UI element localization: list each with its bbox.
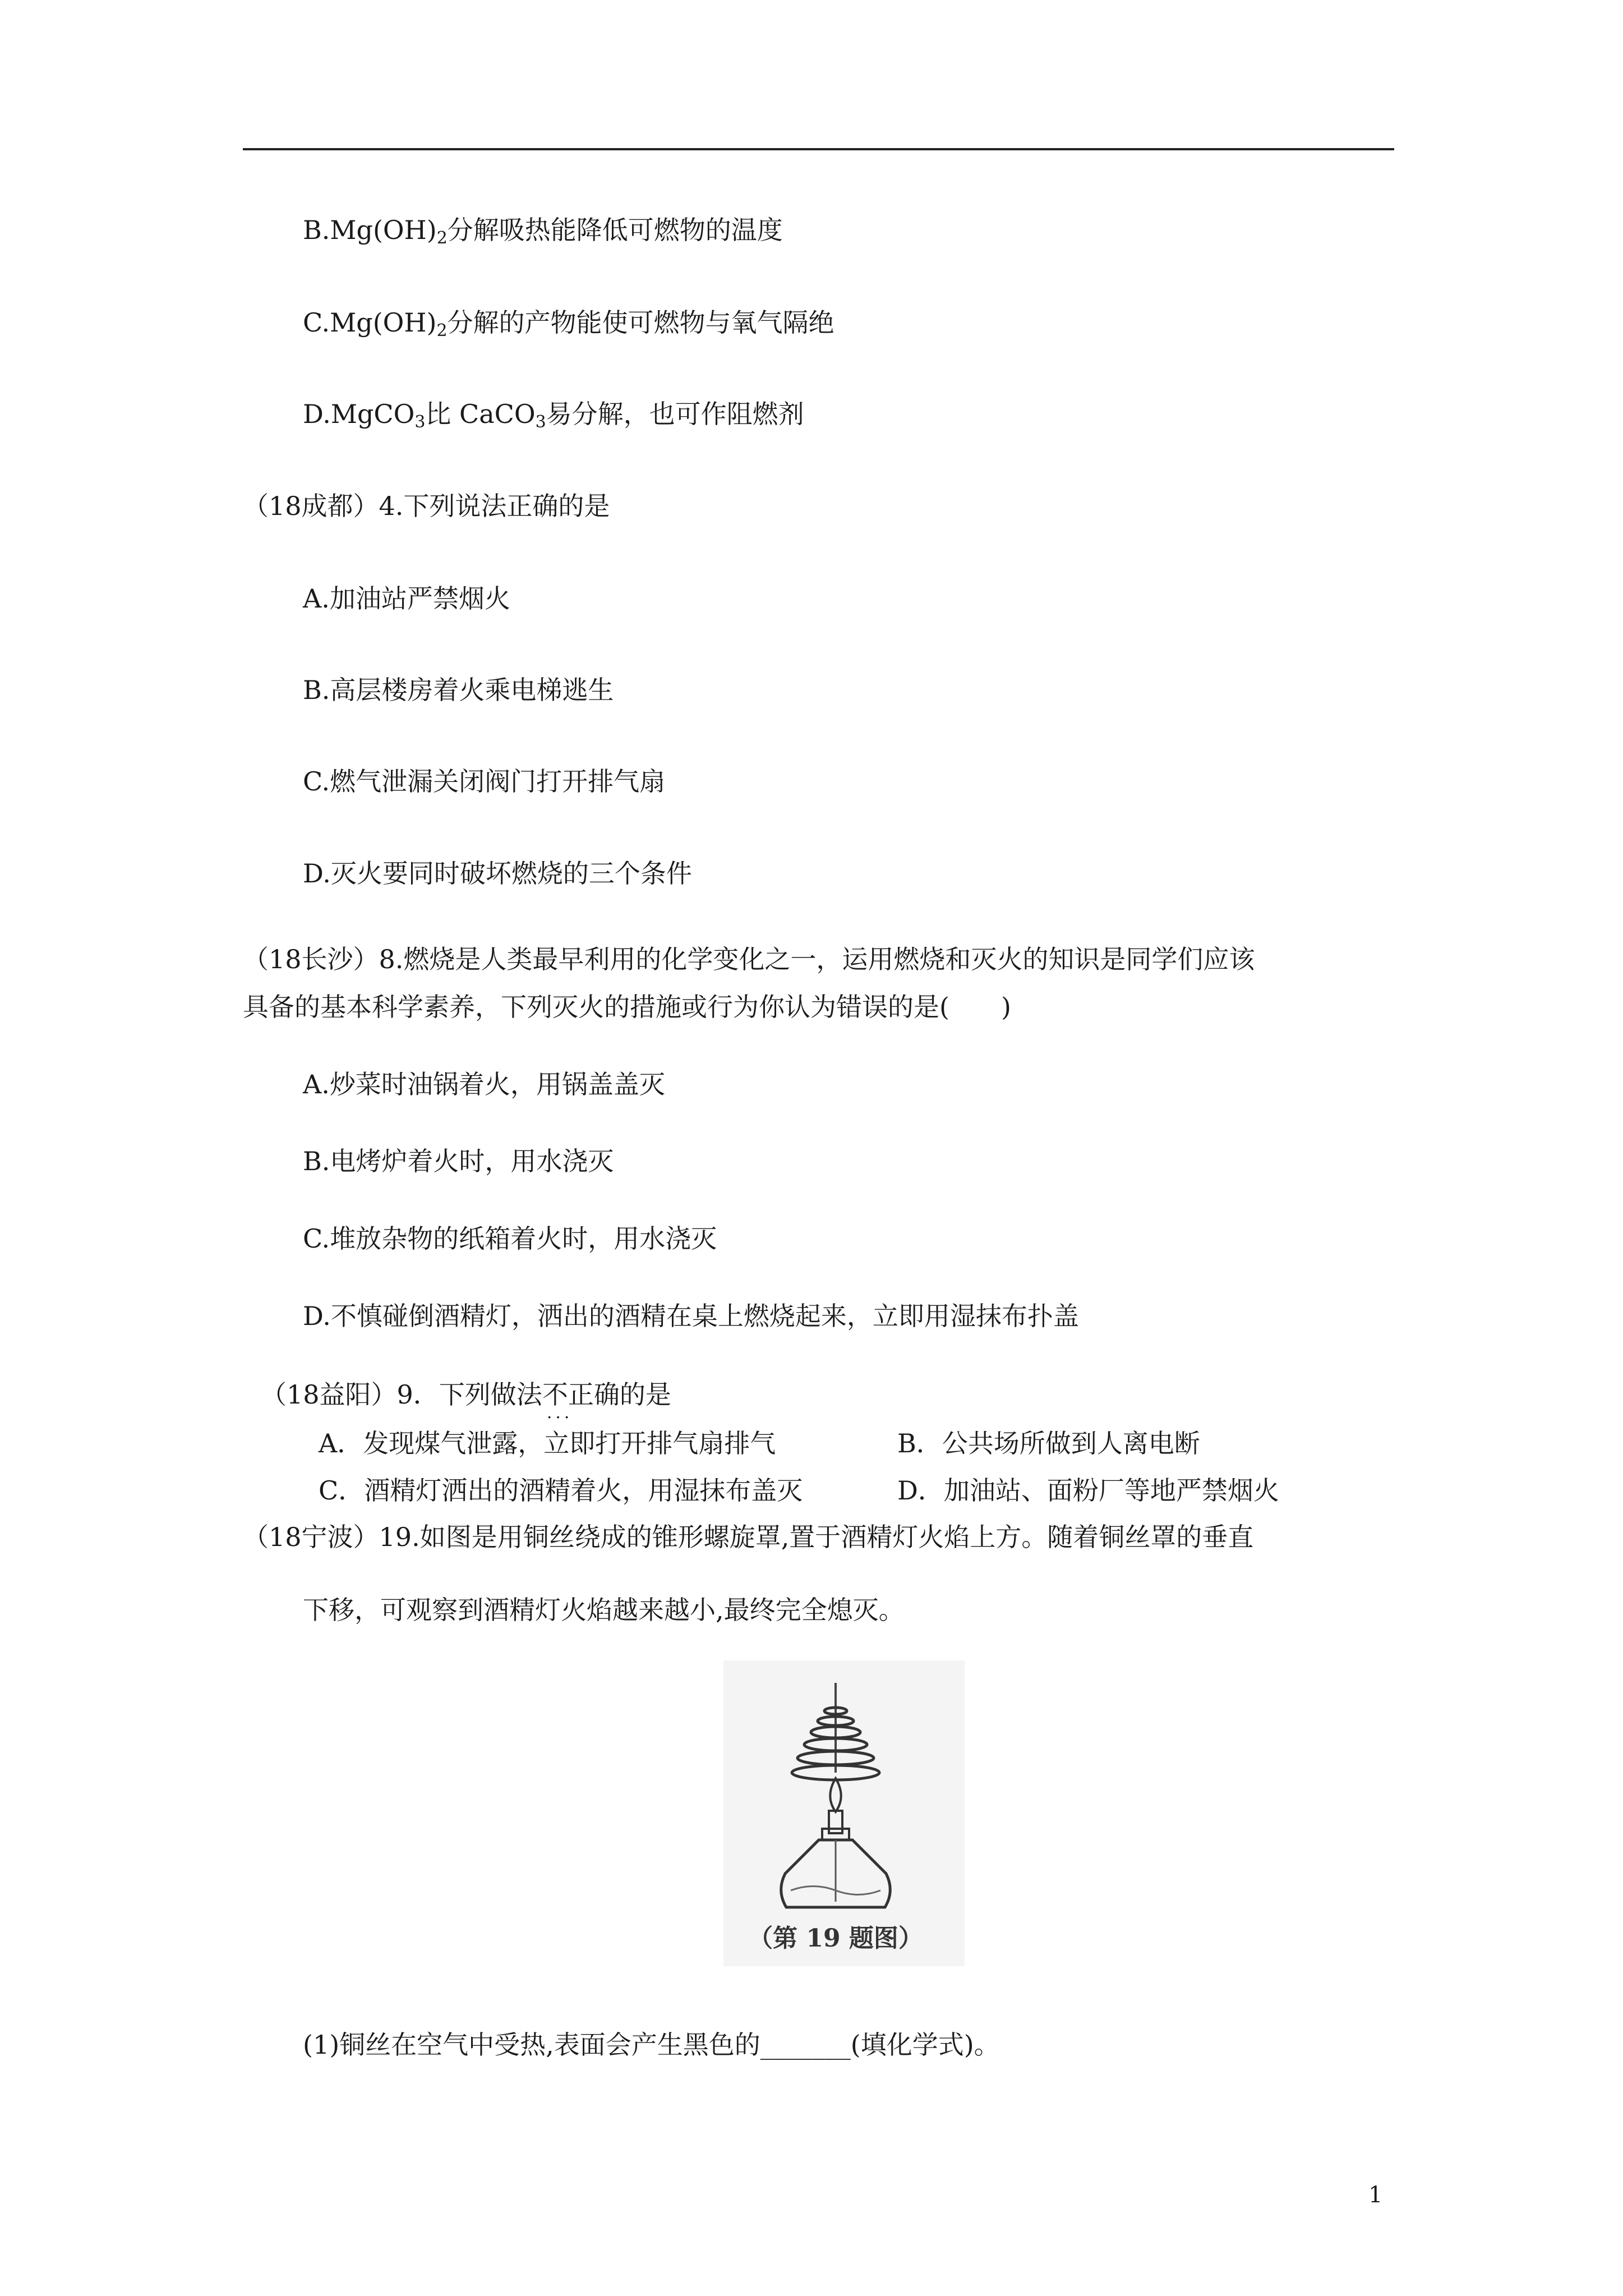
prev-option-b: $B.Mg(OH)_2$分解吸热能降低可燃物的温度 (303, 215, 783, 248)
q4-option-b: B.高层楼房着火乘电梯逃生 (303, 675, 614, 705)
q9-stem: （18益阳）9．下列做法不正确 ···的是 (261, 1378, 671, 1411)
copper-coil-lamp-illustration (723, 1660, 965, 1966)
q19-stem-line2: 下移，可观察到酒精灯火焰越来越小,最终完全熄灭。 (303, 1595, 905, 1625)
q9-option-d: D．加油站、面粉厂等地严禁烟火 (897, 1475, 1279, 1506)
q8-stem-line2: 具备的基本科学素养，下列灭火的措施或行为你认为错误的是( ) (243, 992, 1011, 1022)
q9-option-c: C．酒精灯洒出的酒精着火，用湿抹布盖灭 (319, 1475, 803, 1506)
figure-caption: （第 19 题图） (748, 1924, 923, 1953)
q9-emphasis: 不正确 ··· (542, 1378, 620, 1411)
q9-option-a: A．发现煤气泄露，立即打开排气扇排气 (319, 1428, 776, 1458)
alcohol-lamp-figure (723, 1660, 965, 1966)
q9-option-b: B．公共场所做到人离电断 (897, 1428, 1200, 1458)
prev-option-c: $C.Mg(OH)_2$分解的产物能使可燃物与氧气隔绝 (303, 307, 834, 341)
page-number: 1 (1368, 2182, 1383, 2208)
q8-option-b: B.电烤炉着火时，用水浇灭 (303, 1146, 614, 1176)
q8-option-a: A.炒菜时油锅着火，用锅盖盖灭 (303, 1069, 665, 1099)
q4-option-a: A.加油站严禁烟火 (303, 583, 510, 614)
q8-stem-line1: （18长沙）8.燃烧是人类最早利用的化学变化之一，运用燃烧和灭火的知识是同学们应该 (243, 944, 1255, 974)
header-rule (243, 148, 1394, 150)
q8-option-c: C.堆放杂物的纸箱着火时，用水浇灭 (303, 1223, 717, 1254)
prev-option-d: D.MgCO$_3$比 CaCO$_3$易分解，也可作阻燃剂 (303, 399, 804, 432)
q4-option-d: D.灭火要同时破坏燃烧的三个条件 (303, 858, 692, 889)
q8-option-d: D.不慎碰倒酒精灯，洒出的酒精在桌上燃烧起来，立即用湿抹布扑盖 (303, 1301, 1079, 1331)
q4-stem: （18成都）4.下列说法正确的是 (243, 491, 610, 521)
q4-option-c: C.燃气泄漏关闭阀门打开排气扇 (303, 766, 666, 797)
q19-sub-question-1: (1)铜丝在空气中受热,表面会产生黑色的_______(填化学式)。 (303, 2030, 1000, 2060)
q19-stem-line1: （18宁波）19.如图是用铜丝绕成的锥形螺旋罩,置于酒精灯火焰上方。随着铜丝罩的垂直 (243, 1522, 1254, 1552)
